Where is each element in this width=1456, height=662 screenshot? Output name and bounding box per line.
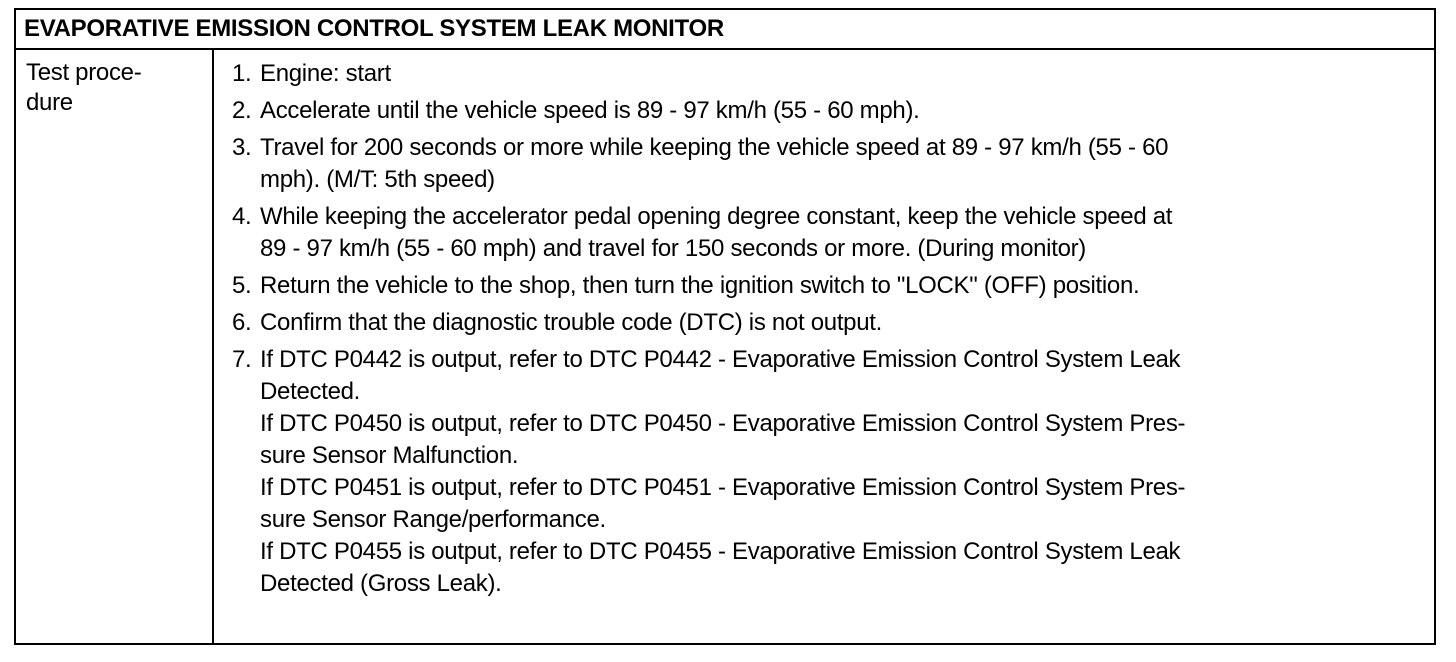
row-label <box>16 50 214 643</box>
table-body-row <box>16 50 1434 643</box>
step-text <box>260 270 1424 302</box>
step-line: Confirm that the diagnostic trouble code (DTC) is not output. <box>260 309 883 336</box>
step-line: Detected. <box>260 378 361 405</box>
step-line: If DTC P0451 is output, refer to DTC P0451 - Evaporative Emission Control System Pres- <box>260 474 1186 501</box>
step-number: 6. <box>232 309 252 336</box>
step-line: Accelerate until the vehicle speed is 89 - 97 km/h (55 - 60 mph). <box>260 97 920 124</box>
row-label-line: Test proce- <box>26 59 142 86</box>
step-line: Detected (Gross Leak). <box>260 570 502 597</box>
step-7 <box>232 344 1424 600</box>
step-text <box>260 95 1424 127</box>
step-line: 89 - 97 km/h (55 - 60 mph) and travel for 150 seconds or more. (During monitor) <box>260 235 1087 262</box>
step-1 <box>232 58 1424 90</box>
step-text <box>260 58 1424 90</box>
step-line: Engine: start <box>260 60 391 87</box>
step-number: 5. <box>232 272 252 299</box>
procedure-steps <box>214 50 1434 643</box>
step-text <box>260 132 1424 196</box>
step-number: 1. <box>232 60 252 87</box>
step-number: 2. <box>232 97 252 124</box>
step-line: sure Sensor Malfunction. <box>260 442 519 469</box>
table-title: EVAPORATIVE EMISSION CONTROL SYSTEM LEAK MONITOR <box>16 10 1434 50</box>
step-line: While keeping the accelerator pedal opening degree constant, keep the vehicle speed at <box>260 203 1173 230</box>
step-line: mph). (M/T: 5th speed) <box>260 166 495 193</box>
step-text <box>260 344 1424 600</box>
step-text <box>260 201 1424 265</box>
step-6 <box>232 307 1424 339</box>
row-label-line: dure <box>26 89 73 116</box>
step-line: Travel for 200 seconds or more while keeping the vehicle speed at 89 - 97 km/h (55 - 60 <box>260 134 1169 161</box>
step-line: Return the vehicle to the shop, then turn the ignition switch to "LOCK" (OFF) position. <box>260 272 1140 299</box>
step-number: 4. <box>232 203 252 230</box>
step-line: If DTC P0450 is output, refer to DTC P0450 - Evaporative Emission Control System Pres- <box>260 410 1186 437</box>
step-line: If DTC P0455 is output, refer to DTC P0455 - Evaporative Emission Control System Leak <box>260 538 1181 565</box>
step-line: If DTC P0442 is output, refer to DTC P0442 - Evaporative Emission Control System Leak <box>260 346 1181 373</box>
step-text <box>260 307 1424 339</box>
step-2 <box>232 95 1424 127</box>
step-number: 7. <box>232 346 252 373</box>
step-4 <box>232 201 1424 265</box>
step-3 <box>232 132 1424 196</box>
step-number: 3. <box>232 134 252 161</box>
step-5 <box>232 270 1424 302</box>
step-line: sure Sensor Range/performance. <box>260 506 606 533</box>
procedure-table <box>14 8 1436 645</box>
